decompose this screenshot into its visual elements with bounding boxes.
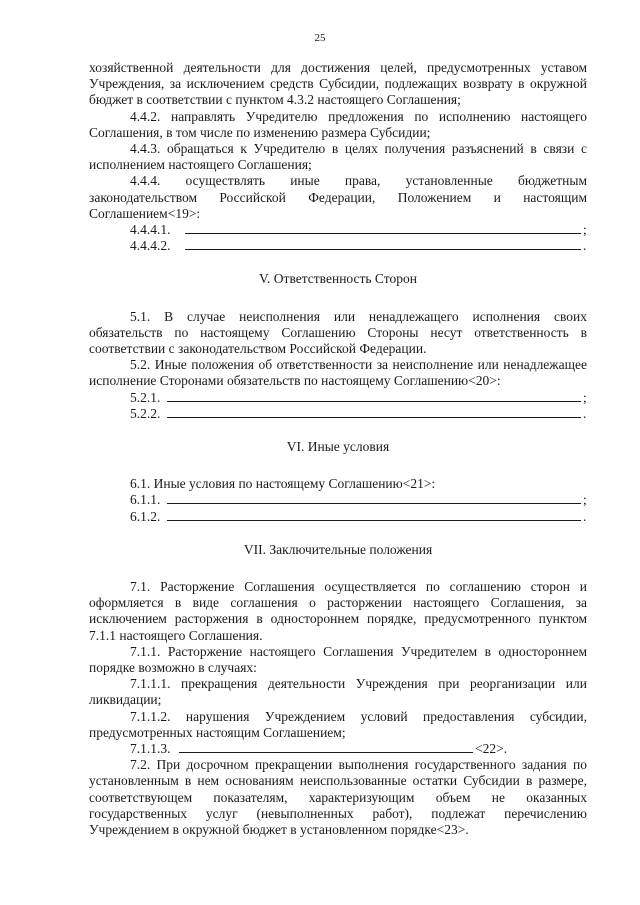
blank-label: 7.1.1.3. <box>130 741 171 757</box>
paragraph-4-4-3: 4.4.3. обращаться к Учредителю в целях получения разъяснений в связи с исполнением настоящего Соглашения; <box>89 141 587 173</box>
blank-end: . <box>583 405 587 421</box>
section-7-title: VII. Заключительные положения <box>243 541 433 557</box>
document-body <box>89 60 587 838</box>
section-6-title: VI. Иные условия <box>286 439 390 454</box>
fill-in-line <box>167 417 581 418</box>
blank-line-7-1-1-3 <box>89 741 587 757</box>
blank-line-6-1-1 <box>89 492 587 508</box>
fill-in-line <box>179 752 473 753</box>
paragraph-4-4-2: 4.4.2. направлять Учредителю предложения по исполнению настоящего Соглашения, в том числе по изменению размера Субсидии; <box>89 108 587 140</box>
blank-label: 6.1.2. <box>130 508 161 524</box>
blank-line-5-2-2 <box>89 406 587 422</box>
paragraph-7-1-1-2: 7.1.1.2. нарушения Учреждением условий предоставления субсидии, предусмотренных настоящим Соглашением; <box>89 708 587 740</box>
blank-label: 6.1.1. <box>130 492 161 508</box>
blank-label: 5.2.1. <box>130 389 161 405</box>
blank-label: 4.4.4.2. <box>130 238 171 254</box>
fill-in-line <box>185 249 581 250</box>
blank-line-4-4-4-2 <box>89 238 587 254</box>
paragraph-7-2: 7.2. При досрочном прекращении выполнения государственного задания по установленным в нем основаниям неиспользованные остатки Субсидии в размере, соответствующем показателям, характеризующим объем не оказанных государственных услуг (невыполненных работ), подлежат перечислению Учреждением в окружной бюджет в установленном порядке<23>. <box>89 757 587 838</box>
fill-in-line <box>167 401 581 402</box>
blank-end: ; <box>583 492 587 508</box>
page-number: 25 <box>314 32 326 44</box>
fill-in-line <box>167 520 581 521</box>
blank-end: . <box>583 238 587 254</box>
blank-line-6-1-2 <box>89 509 587 525</box>
blank-line-4-4-4-1 <box>89 222 587 238</box>
blank-end: ; <box>583 389 587 405</box>
fill-in-line <box>167 503 581 504</box>
paragraph-4-4-4: 4.4.4. осуществлять иные права, установленные бюджетным законодательством Российской Федерации, Положением и настоящим Соглашением<19>: <box>89 173 587 221</box>
paragraph-4-4-1-cont: хозяйственной деятельности для достижения целей, предусмотренных уставом Учреждения, за исключением средств Субсидии, подлежащих возврату в окружной бюджет в соответствии с пунктом 4.3.2 настоящего Соглашения; <box>89 60 587 108</box>
blank-end: <22>. <box>475 741 508 757</box>
paragraph-7-1-1-1: 7.1.1.1. прекращения деятельности Учреждения при реорганизации или ликвидации; <box>89 676 587 708</box>
paragraph-7-1-1: 7.1.1. Расторжение настоящего Соглашения Учредителем в одностороннем порядке возможно в случаях: <box>89 643 587 675</box>
blank-end: ; <box>583 222 587 238</box>
paragraph-7-1: 7.1. Расторжение Соглашения осуществляется по соглашению сторон и оформляется в виде соглашения о расторжении настоящего Соглашения, за исключением расторжения в одностороннем порядке, предусмотренного пунктом 7.1.1 настоящего Соглашения. <box>89 578 587 643</box>
blank-end: . <box>583 508 587 524</box>
paragraph-6-1: 6.1. Иные условия по настоящему Соглашению<21>: <box>130 476 436 492</box>
paragraph-5-1: 5.1. В случае неисполнения или ненадлежащего исполнения своих обязательств по настоящему Соглашению Стороны несут ответственность в соответствии с законодательством Российской Федерации. <box>89 308 587 357</box>
section-5-title: V. Ответственность Сторон <box>259 271 417 287</box>
paragraph-5-2: 5.2. Иные положения об ответственности за неисполнение или ненадлежащее исполнение Сторонами обязательств по настоящему Соглашению<20>: <box>89 357 587 389</box>
blank-label: 5.2.2. <box>130 405 161 421</box>
blank-label: 4.4.4.1. <box>130 222 171 238</box>
fill-in-line <box>185 233 581 234</box>
blank-line-5-2-1 <box>89 390 587 406</box>
